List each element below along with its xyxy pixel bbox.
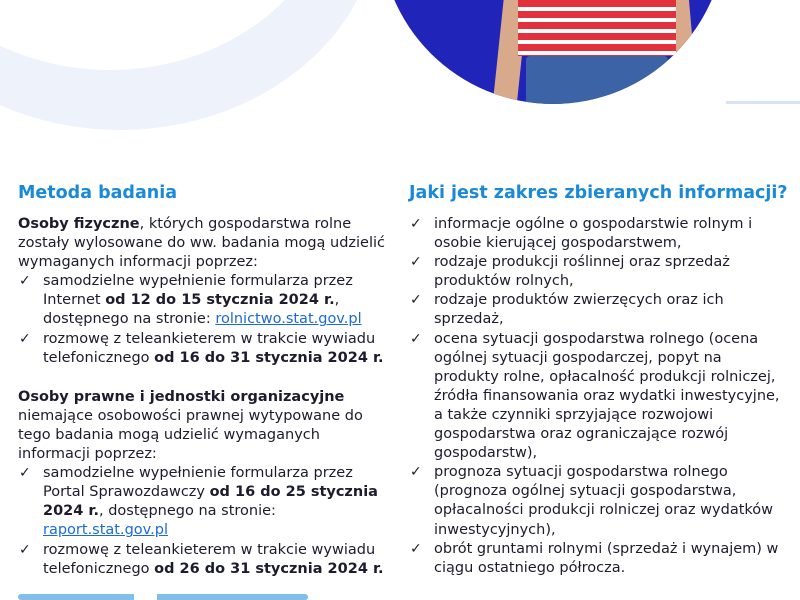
list-item: ✓ samodzielne wypełnienie formularza przez Portal Sprawozdawczy od 16 do 25 stycznia 2024 r., dostępnego na stronie: raport.stat.gov.pl — [19, 465, 378, 539]
checkmark-icon: ✓ — [410, 254, 422, 271]
hero-photo — [380, 0, 726, 104]
physical-persons-intro: Osoby fizyczne, których gospodarstwa rolne zostały wylosowane do ww. badania mogą udzielić wymaganych informacji poprzez: — [18, 216, 386, 271]
list-item: ✓ ocena sytuacji gospodarstwa rolnego (ocena ogólnej sytuacji gospodarczej, popyt na produkty rolne, opłacalność produkcji rolniczej, źródła finansowania oraz wydatki inwestycyjne, a także czynniki sprzyjające rozwojowi gospodarstwa oraz ograniczające rozwój gospodarstw), — [410, 330, 780, 462]
physical-options-list — [18, 272, 388, 367]
checkmark-icon: ✓ — [410, 330, 422, 347]
jeans — [526, 56, 668, 104]
list-item: ✓ rodzaje produkcji roślinnej oraz sprzedaż produktów rolnych, — [410, 254, 730, 290]
scope-title: Jaki jest zakres zbieranych informacji? — [409, 183, 788, 203]
next-section-heading-peek — [18, 594, 308, 600]
checkmark-icon: ✓ — [19, 465, 31, 482]
date-range: od 16 do 31 stycznia 2024 r. — [154, 349, 384, 366]
person-illustration — [500, 0, 690, 104]
checkmark-icon: ✓ — [410, 216, 422, 232]
rolnictwo-link[interactable]: rolnictwo.stat.gov.pl — [215, 311, 362, 328]
checkmark-icon: ✓ — [410, 292, 422, 309]
list-item: ✓ samodzielne wypełnienie formularza przez Internet od 12 do 15 stycznia 2024 r., dostępnego na stronie: rolnictwo.stat.gov.pl — [19, 273, 362, 328]
list-item: ✓ obrót gruntami rolnymi (sprzedaż i wynajem) w ciągu ostatniego półrocza. — [410, 540, 779, 576]
checkmark-icon: ✓ — [19, 541, 31, 558]
physical-persons-heading: Osoby fizyczne — [18, 216, 140, 232]
checkmark-icon: ✓ — [19, 330, 31, 347]
list-item: ✓ rozmowę z teleankieterem w trakcie wywiadu telefonicznego od 16 do 31 stycznia 2024 r. — [19, 330, 384, 366]
method-title: Metoda badania — [18, 183, 178, 203]
legal-entities-intro: Osoby prawne i jednostki organizacyjne niemające osobowości prawnej wytypowane do tego badania mogą udzielić wymaganych informacji poprzez: — [18, 388, 363, 463]
checkmark-icon: ✓ — [19, 273, 31, 290]
list-item: ✓ rodzaje produktów zwierzęcych oraz ich sprzedaż, — [410, 292, 724, 328]
raport-link[interactable]: raport.stat.gov.pl — [43, 522, 168, 539]
legal-options-list — [18, 464, 388, 579]
decorative-line — [726, 101, 800, 104]
scope-section — [409, 215, 787, 578]
date-range: od 16 do 25 stycznia 2024 r. — [43, 484, 378, 520]
checkmark-icon: ✓ — [410, 540, 422, 557]
list-item: ✓ prognoza sytuacji gospodarstwa rolnego (prognoza ogólnej sytuacji gospodarstwa, opłacalności produkcji rolniczej oraz wydatków inwestycyjnych), — [410, 464, 774, 538]
striped-shirt — [518, 0, 676, 56]
list-item: ✓ rozmowę z teleankieterem w trakcie wywiadu telefonicznego od 26 do 31 stycznia 2024 r. — [19, 541, 384, 577]
list-item: ✓ informacje ogólne o gospodarstwie rolnym i osobie kierującej gospodarstwem, — [410, 216, 753, 252]
scope-list — [409, 215, 787, 578]
date-range: od 12 do 15 stycznia 2024 r. — [105, 292, 335, 309]
checkmark-icon: ✓ — [410, 464, 422, 481]
legal-entities-heading: Osoby prawne i jednostki organizacyjne — [18, 388, 345, 405]
date-range: od 26 do 31 stycznia 2024 r. — [154, 560, 384, 577]
method-section — [18, 215, 388, 579]
